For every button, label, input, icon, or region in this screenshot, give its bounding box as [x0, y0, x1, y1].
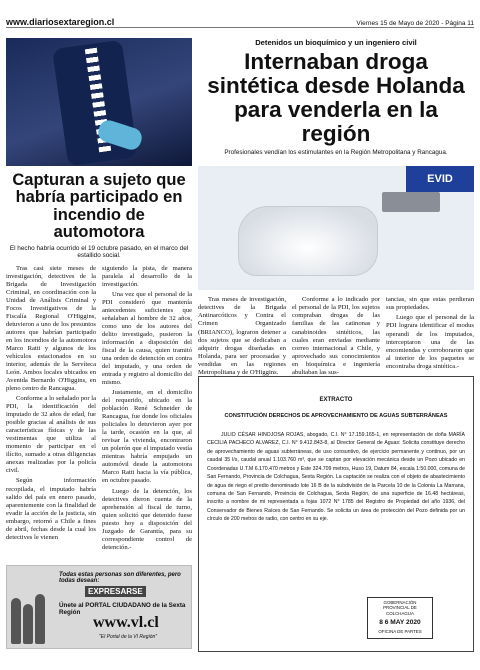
right-kicker: Detenidos un bioquímico y un ingeniero civil [255, 38, 417, 47]
official-stamp [367, 597, 433, 639]
ad-url[interactable]: www.vl.cl [93, 614, 159, 631]
left-paragraph: Según información recopilada, el imputado habría salido del país en enero pasado, aparentemente con la finalidad de evadir la acción de la justicia, sin embargo, retornó a Chile a fines de abril, fechas desde la cual los detectives le vienen [6, 477, 96, 541]
ad-line: Únete al PORTAL CIUDADANO de la Sexta Región [59, 602, 186, 616]
right-headline: Internaban droga sintética desde Holanda para venderla en la región [207, 49, 465, 146]
digital-scale [382, 192, 440, 212]
right-column-1 [198, 296, 286, 378]
powder-bag [238, 206, 378, 276]
left-paragraph: Conforme a lo señalado por la PDI, la identificación del imputado de 32 años de edad, fue posible gracias al análisis de sus características físicas y de las vestimentas que utiliza al momento de participar en el ilícito, sumado a otras diligencias anexas realizadas por la policía civil. [6, 395, 96, 475]
page-date: Viernes 15 de Mayo de 2020 - Página 11 [356, 20, 474, 27]
right-column-3 [386, 296, 474, 378]
right-story [198, 38, 474, 379]
ad-label: EXPRESARSE [85, 586, 146, 597]
left-headline: Capturan a sujeto que habría participado en incendio de automotora [12, 171, 186, 242]
left-column-2 [102, 265, 192, 554]
right-paragraph: Conforme a lo indicado por el personal de la PDI, los sujetos compraban drogas de las familias de las catinonas y canabinoides sintéticos, las cuales eran enviadas mediante correo internacional a Chile, y aprovechado sus conocimientos en bioquímica e ingeniería abultaban las sus- [292, 296, 380, 376]
right-paragraph: Luego que el personal de la PDI lograra identificar el modus operandi de los imputados, interceptaron una de las encomiendas y corroboraron que al interior de los paquetes se encontraba droga sintética.- [386, 314, 474, 370]
left-paragraph: Una vez que el personal de la PDI consideró que mantenía antecedentes suficientes que señalaban al hombre de 32 años, como uno de los autores del delito investigado, pusieron la información a disposición del fiscal de la causa, quien tramitó una orden de detención en contra del imputado, y una orden de entrada y registro al domicilio del mismo. [102, 290, 192, 387]
site-url[interactable]: www.diariosextaregion.cl [6, 17, 115, 27]
stamp-office: GOBERNACIÓN PROVINCIAL DE COLCHAGUA [383, 600, 417, 616]
ad-slogan: "El Portal de la VI Región" [99, 634, 158, 640]
left-paragraph: siguiendo la pista, de manera paralela al desarrollo de la investigación. [102, 264, 192, 288]
legal-body: JULIO CÉSAR HINOJOSA ROJAS, abogado, C.I. N° 17.159.165-1, en representación de doña MARÍA CECILIA PACHECO ALVAREZ, C.I. N° 9.412.843-8, al Director General de Aguas: Solicita constituye derecho de aprovechamiento de aguas subterráneas, de uso consuntivo, de ejercicio permanente y continuo, por un caudal 35 l/s, caudal anual 1.103.760 m³, que se captan por elevación mecánica desde un Pozo ubicado en Coordenadas U.T.M 6.170.470 metros y Este 324.709 metros, Huso 19, Datum 84, escala 1:50.000, comuna de San Fernando, Provincia de Colchagua, Sexta Región. La captación se realiza con el objeto de abastecimiento de agua de riego el predio denominado lote 16 B de la subdivisión de la Parcela 10 de la Colonia La Marrana, comuna de San Fernando, Provincia de Colchagua, Sexta Región, de una superficie de 16.48 hectáreas, inscrito a nombre de mi representada a fojas 1072 N° 1785 del Registro de Propiedad del año 1936, del Conservador de Bienes Raíces de San Fernando. Se solicita un área de protección del Pozo definida por un círculo de 200 metros de radio, con centro en su eje. [207, 432, 465, 523]
left-paragraph: Luego de la detención, los detectives dieron cuenta de la aprehensión al fiscal de turno, quien solicitó que detenido fuese puesto hoy a disposición del Juzgado de Garantía, para su correspondiente control de detención.- [102, 487, 192, 551]
left-paragraph: Tras casi siete meses de investigación, detectives de la Brigada de Investigación Criminal, en coordinación con la Unidad de Análisis Criminal y Focos Investigativos de la Fiscalía Regional O'Higgins, detuvieron a uno de los presuntos autores que habrían participado en los incendios de la automotora Marco Ratti y algunos de los vehículos estacionados en su interior, además de la Servíteca León. Ambos locales ubicados en Avenida Bernardo O'Higgins, en pleno centro de Rancagua. [6, 264, 96, 393]
ad-tagline: Todas estas personas son diferentes, pero todas desean: [59, 572, 181, 584]
right-paragraph: tancias, sin que estas perdieran sus propiedades. [386, 296, 474, 312]
evidence-label: EVID [406, 166, 474, 192]
portal-ad[interactable] [6, 565, 192, 649]
arrest-photo [6, 38, 192, 166]
left-subhead: El hecho habría ocurrido el 19 octubre pasado, en el marco del estallido social. [9, 244, 189, 260]
legal-notice [198, 376, 474, 652]
left-story [6, 38, 192, 554]
right-paragraph: Tras meses de investigación, detectives de la Brigada Antinarcóticos y Contra el Crimen Organizado (BRIANCO), lograron detener a dos sujetos que se dedicaban a adquirir drogas diseñadas en Holanda, para ser procesadas y vendidas en las regiones Metropolitana y de O'Higgins. [198, 296, 286, 376]
stamp-department: OFICINA DE PARTES [378, 628, 422, 634]
legal-subtitle: CONSTITUCIÓN DERECHOS DE APROVECHAMIENTO DE AGUAS SUBTERRÁNEAS [224, 413, 448, 419]
people-figures [11, 584, 55, 644]
left-paragraph: Justamente, en el domicilio del requerido, ubicado en la población René Schneider de Rancagua, fue donde los oficiales policiales lo detuvieron ayer por la tarde, ocasión en la que, al revisar la vivienda, encontraron un polerón que el imputado vestía mientras habría empujado un automóvil desde la automotora Marco Ratti hacia la vía pública, en octubre pasado. [102, 389, 192, 485]
left-column-1 [6, 265, 96, 554]
right-subhead: Profesionales vendían los estimulantes en la Región Metropolitana y Rancagua. [224, 149, 448, 157]
drug-seizure-photo [198, 166, 474, 290]
stamp-date: 8 6 MAY 2020 [379, 618, 421, 626]
legal-title: EXTRACTO [319, 397, 353, 403]
right-column-2 [292, 296, 380, 378]
masthead [6, 4, 474, 28]
